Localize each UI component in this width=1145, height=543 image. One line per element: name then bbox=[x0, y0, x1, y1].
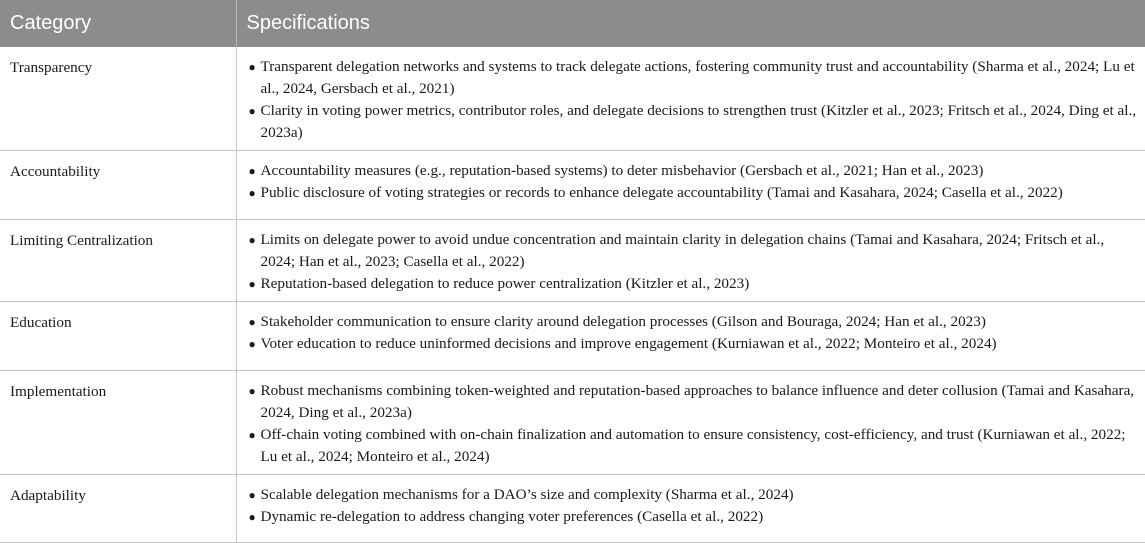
specifications-cell bbox=[236, 151, 1145, 220]
bullet-icon: ● bbox=[248, 60, 256, 74]
header-category: Category bbox=[0, 0, 236, 47]
category-cell: Implementation bbox=[0, 371, 236, 475]
list-item bbox=[249, 229, 1138, 273]
spec-list bbox=[249, 229, 1138, 295]
specifications-cell bbox=[236, 371, 1145, 475]
spec-text: Public disclosure of voting strategies or records to enhance delegate accountability (Tamai and Kasahara, 2024; Casella et al., 2022) bbox=[260, 184, 1063, 201]
table-header bbox=[0, 0, 1145, 47]
bullet-icon: ● bbox=[248, 186, 256, 200]
list-item bbox=[249, 484, 1138, 506]
spec-list bbox=[249, 160, 1138, 204]
category-cell: Accountability bbox=[0, 151, 236, 220]
list-item bbox=[249, 333, 1138, 355]
list-item bbox=[249, 311, 1138, 333]
specifications-cell bbox=[236, 220, 1145, 302]
spec-text: Scalable delegation mechanisms for a DAO’s size and complexity (Sharma et al., 2024) bbox=[260, 486, 794, 503]
table-row bbox=[0, 371, 1145, 475]
bullet-icon: ● bbox=[248, 337, 256, 351]
spec-list bbox=[249, 380, 1138, 468]
spec-text: Dynamic re-delegation to address changing voter preferences (Casella et al., 2022) bbox=[260, 508, 764, 525]
category-cell: Education bbox=[0, 302, 236, 371]
bullet-icon: ● bbox=[248, 164, 256, 178]
bullet-icon: ● bbox=[248, 428, 256, 442]
bullet-icon: ● bbox=[248, 277, 256, 291]
spec-text: Limits on delegate power to avoid undue concentration and maintain clarity in delegation chains (Tamai and Kasahara, 2024; Fritsch et al., 2024; Han et al., 2023; Casella et al., 2022) bbox=[260, 231, 1105, 270]
table-row bbox=[0, 302, 1145, 371]
spec-list bbox=[249, 56, 1138, 144]
list-item bbox=[249, 182, 1138, 204]
spec-text: Stakeholder communication to ensure clarity around delegation processes (Gilson and Bouraga, 2024; Han et al., 2023) bbox=[260, 313, 986, 330]
spec-text: Robust mechanisms combining token-weighted and reputation-based approaches to balance influence and deter collusion (Tamai and Kasahara, 2024, Ding et al., 2023a) bbox=[260, 382, 1135, 421]
table-row bbox=[0, 151, 1145, 220]
spec-text: Accountability measures (e.g., reputation-based systems) to deter misbehavior (Gersbach et al., 2021; Han et al., 2023) bbox=[260, 162, 984, 179]
specifications-cell bbox=[236, 302, 1145, 371]
spec-text: Clarity in voting power metrics, contributor roles, and delegate decisions to strengthen trust (Kitzler et al., 2023; Fritsch et al., 2024, Ding et al., 2023a) bbox=[260, 102, 1137, 141]
spec-list bbox=[249, 311, 1138, 355]
list-item bbox=[249, 160, 1138, 182]
category-cell: Limiting Centralization bbox=[0, 220, 236, 302]
category-cell: Transparency bbox=[0, 47, 236, 151]
spec-text: Off-chain voting combined with on-chain finalization and automation to ensure consistency, cost-efficiency, and trust (Kurniawan et al., 2022; Lu et al., 2024; Monteiro et al., 2024) bbox=[260, 426, 1126, 465]
list-item bbox=[249, 100, 1138, 144]
list-item bbox=[249, 380, 1138, 424]
list-item bbox=[249, 506, 1138, 528]
table-row bbox=[0, 220, 1145, 302]
bullet-icon: ● bbox=[248, 104, 256, 118]
list-item bbox=[249, 273, 1138, 295]
spec-text: Reputation-based delegation to reduce power centralization (Kitzler et al., 2023) bbox=[260, 275, 750, 292]
table-body bbox=[0, 47, 1145, 543]
header-specifications: Specifications bbox=[236, 0, 1145, 47]
spec-text: Transparent delegation networks and systems to track delegate actions, fostering community trust and accountability (Sharma et al., 2024; Lu et al., 2024, Gersbach et al., 2021) bbox=[260, 58, 1135, 97]
bullet-icon: ● bbox=[248, 233, 256, 247]
specifications-cell bbox=[236, 475, 1145, 543]
category-cell: Adaptability bbox=[0, 475, 236, 543]
list-item bbox=[249, 424, 1138, 468]
spec-text: Voter education to reduce uninformed decisions and improve engagement (Kurniawan et al., 2022; Monteiro et al., 2024) bbox=[260, 335, 997, 352]
list-item bbox=[249, 56, 1138, 100]
header-row bbox=[0, 0, 1145, 47]
table-row bbox=[0, 47, 1145, 151]
spec-list bbox=[249, 484, 1138, 528]
bullet-icon: ● bbox=[248, 315, 256, 329]
bullet-icon: ● bbox=[248, 488, 256, 502]
specifications-cell bbox=[236, 47, 1145, 151]
bullet-icon: ● bbox=[248, 384, 256, 398]
table-row bbox=[0, 475, 1145, 543]
bullet-icon: ● bbox=[248, 510, 256, 524]
